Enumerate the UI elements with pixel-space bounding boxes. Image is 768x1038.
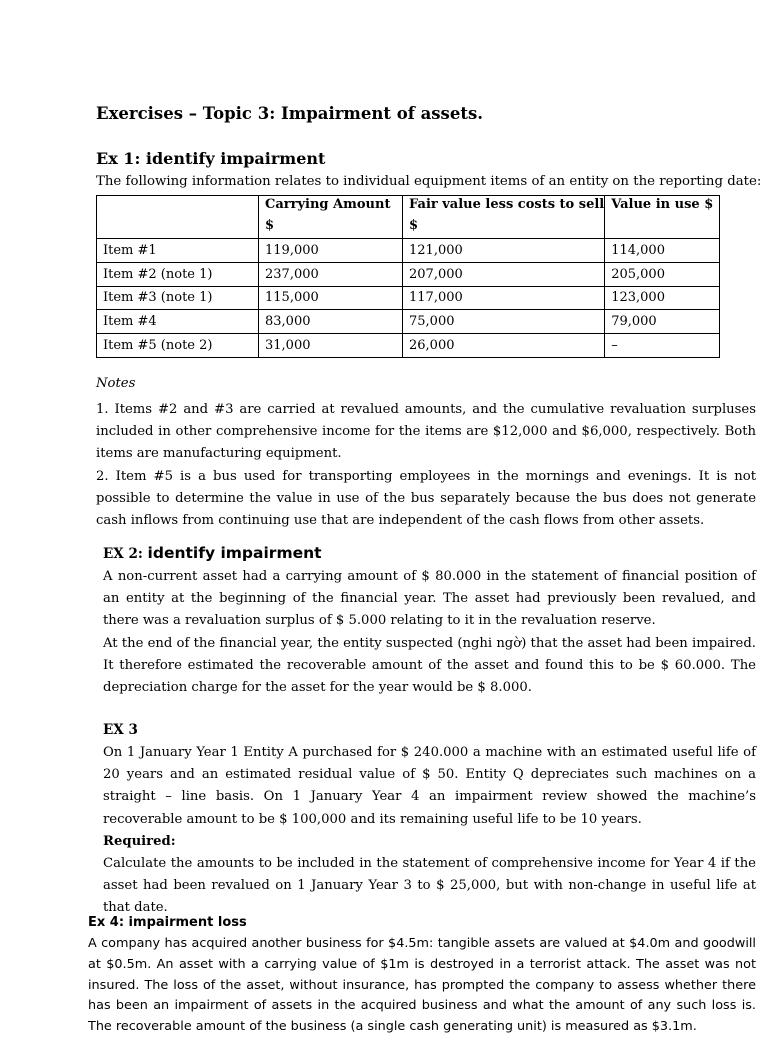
- ex2-heading-prefix: EX 2:: [103, 546, 148, 562]
- table-unit-blank: [97, 217, 259, 239]
- table-cell: 26,000: [403, 334, 605, 358]
- table-cell: 121,000: [403, 239, 605, 263]
- table-row: [97, 262, 720, 286]
- table-cell: Item #5 (note 2): [97, 334, 259, 358]
- table-cell: 31,000: [259, 334, 403, 358]
- ex3-required: Required:: [103, 833, 176, 849]
- equipment-table: [96, 195, 720, 358]
- ex3-heading: EX 3: [103, 722, 138, 738]
- table-row: [97, 310, 720, 334]
- table-cell: –: [605, 334, 720, 358]
- ex4-paragraph-1: A company has acquired another business for $4.5m: tangible assets are valued at $4.0m and goodwill at $0.5m. An asset with a carrying value of $1m is destroyed in a terrorist attack. The asset was not insured. The loss of the asset, without insurance, has prompted the company to assess whether there has been an impairment of assets in the acquired business and what the amount of any such loss is. The recoverable amount of the business (a single cash generating unit) is measured as $3.1m.: [88, 936, 756, 1035]
- ex2-heading-rest: identify impairment: [147, 544, 322, 562]
- page-title: Exercises – Topic 3: Impairment of assets.: [96, 104, 483, 123]
- ex1-intro: The following information relates to individual equipment items of an entity on the reporting date:: [96, 174, 762, 189]
- ex3-paragraph-2: Calculate the amounts to be included in the statement of comprehensive income for Year 4 if the asset had been revalued on 1 January Year 3 to $ 25,000, but with non-change in useful life at that date.: [103, 856, 756, 916]
- table-cell: 114,000: [605, 239, 720, 263]
- table-header-carrying: Carrying Amount: [259, 196, 403, 218]
- ex2-paragraph-1: A non-current asset had a carrying amount of $ 80.000 in the statement of financial position of an entity at the beginning of the financial year. The asset had previously been revalued, and there was a revaluation surplus of $ 5.000 relating to it in the revaluation reserve.: [103, 569, 756, 629]
- note-1: 1. Items #2 and #3 are carried at revalued amounts, and the cumulative revaluation surpluses included in other comprehensive income for the items are $12,000 and $6,000, respectively. Both items are manufacturing equipment.: [96, 402, 756, 462]
- table-cell: Item #2 (note 1): [97, 262, 259, 286]
- table-cell: 123,000: [605, 286, 720, 310]
- table-cell: 119,000: [259, 239, 403, 263]
- table-cell: Item #4: [97, 310, 259, 334]
- ex2-paragraph-2: At the end of the financial year, the entity suspected (nghi ngờ) that the asset had been impaired. It therefore estimated the recoverable amount of the asset and found this to be $ 60.000. The depreciation charge for the asset for the year would be $ 8.000.: [103, 635, 756, 696]
- ex3-paragraph-1: On 1 January Year 1 Entity A purchased for $ 240.000 a machine with an estimated useful life of 20 years and an estimated residual value of $ 50. Entity Q depreciates such machines on a straight – line basis. On 1 January Year 4 an impairment review showed the machine’s recoverable amount to be $ 100,000 and its remaining useful life to be 10 years.: [103, 745, 756, 827]
- table-header-fair-value: Fair value less costs to sell: [403, 196, 605, 218]
- table-header-blank: [97, 196, 259, 218]
- table-row: [97, 239, 720, 263]
- table-row: [97, 334, 720, 358]
- ex2-heading: [103, 543, 322, 562]
- table-cell: 117,000: [403, 286, 605, 310]
- table-cell: 115,000: [259, 286, 403, 310]
- ex1-heading: Ex 1: identify impairment: [96, 149, 326, 168]
- table-unit-value-in-use: [605, 217, 720, 239]
- note-2: 2. Item #5 is a bus used for transporting employees in the mornings and evenings. It is not possible to determine the value in use of the bus separately because the bus does not generate cash inflows from continuing use that are independent of the cash flows from other assets.: [96, 468, 756, 529]
- table-cell: Item #1: [97, 239, 259, 263]
- table-cell: 237,000: [259, 262, 403, 286]
- table-cell: 79,000: [605, 310, 720, 334]
- ex4-heading: Ex 4: impairment loss: [88, 915, 247, 930]
- table-row: [97, 286, 720, 310]
- table-cell: 83,000: [259, 310, 403, 334]
- table-cell: Item #3 (note 1): [97, 286, 259, 310]
- table-header-value-in-use: Value in use $: [605, 196, 720, 218]
- table-unit-fair-value: $: [403, 217, 605, 239]
- notes-label: Notes: [96, 376, 136, 391]
- table-cell: 75,000: [403, 310, 605, 334]
- table-unit-carrying: $: [259, 217, 403, 239]
- table-cell: 205,000: [605, 262, 720, 286]
- table-cell: 207,000: [403, 262, 605, 286]
